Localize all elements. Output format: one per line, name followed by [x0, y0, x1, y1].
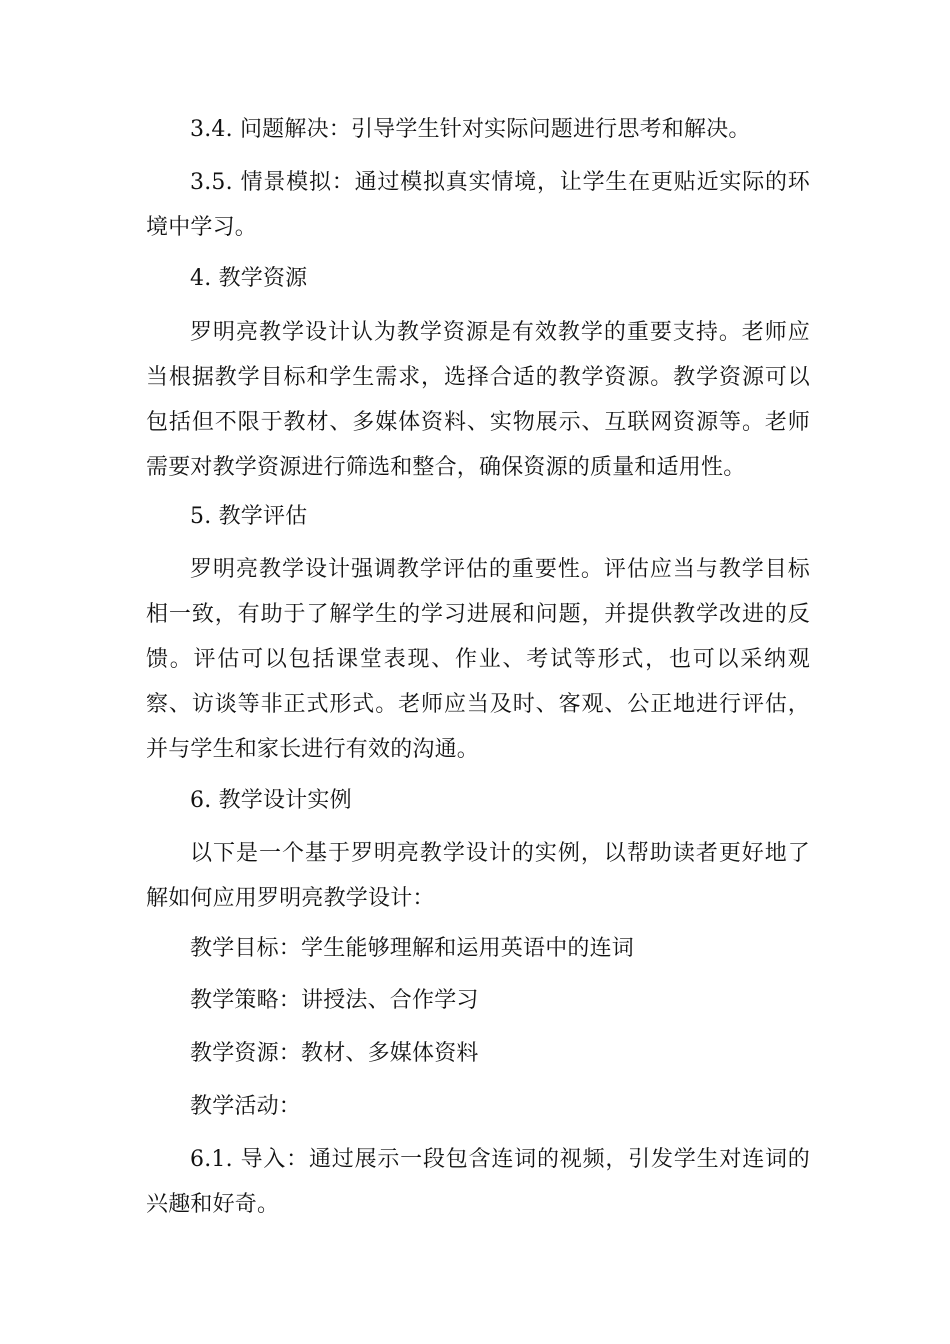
paragraph-teaching-activities: 教学活动：	[190, 1094, 302, 1119]
paragraph-6-1-introduction: 6.1. 导入：通过展示一段包含连词的视频，引发学生对连词的兴趣和好奇。	[146, 1147, 810, 1217]
paragraph-3-5-scenario-simulation: 3.5. 情景模拟：通过模拟真实情境，让学生在更贴近实际的环境中学习。	[146, 170, 810, 240]
heading-6-design-example: 6. 教学设计实例	[190, 788, 352, 813]
paragraph-teaching-evaluation: 罗明亮教学设计强调教学评估的重要性。评估应当与教学目标相一致，有助于了解学生的学习进展和问题，并提供教学改进的反馈。评估可以包括课堂表现、作业、考试等形式，也可以采纳观察、访谈等非正式形式。老师应当及时、客观、公正地进行评估，并与学生和家长进行有效的沟通。	[146, 557, 810, 762]
paragraph-teaching-strategy: 教学策略：讲授法、合作学习	[190, 988, 479, 1013]
heading-5-teaching-evaluation: 5. 教学评估	[190, 504, 308, 529]
paragraph-3-4-problem-solving: 3.4. 问题解决：引导学生针对实际问题进行思考和解决。	[190, 117, 751, 142]
heading-4-teaching-resources: 4. 教学资源	[190, 266, 308, 291]
paragraph-teaching-goal: 教学目标：学生能够理解和运用英语中的连词	[190, 936, 635, 961]
paragraph-teaching-resource-list: 教学资源：教材、多媒体资料	[190, 1041, 479, 1066]
paragraph-teaching-resources: 罗明亮教学设计认为教学资源是有效教学的重要支持。老师应当根据教学目标和学生需求，选择合适的教学资源。教学资源可以包括但不限于教材、多媒体资料、实物展示、互联网资源等。老师需要对教学资源进行筛选和整合，确保资源的质量和适用性。	[146, 320, 810, 480]
paragraph-example-intro: 以下是一个基于罗明亮教学设计的实例，以帮助读者更好地了解如何应用罗明亮教学设计：	[146, 841, 810, 911]
